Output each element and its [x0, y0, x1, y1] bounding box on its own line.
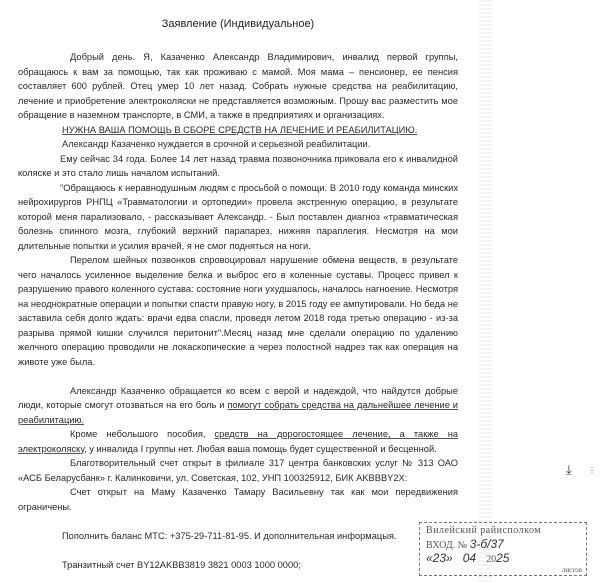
- paragraph-age: Ему сейчас 34 года. Более 14 лет назад травма позвоночника приковала его к инвалидной коляске и это стало лишь началом испытаний.: [18, 153, 458, 178]
- benefits-text-end: , у инвалида I группы нет. Любая ваша помощь будет существенной и бесценной.: [84, 443, 437, 454]
- benefits-underlined: средств на дорогостоящее лечение, а также на электроколяску: [18, 429, 459, 454]
- appeal-text: Александр Казаченко обращается ко всем с верой и надеждой, что найдутся добрые люди, которые смогут отозваться на его боль и: [18, 385, 458, 410]
- download-icon[interactable]: ⤓: [566, 462, 572, 477]
- stamp-year-suffix: 25: [496, 551, 510, 565]
- paragraph-quote: "Обращаюсь к неравнодушным людям с просьбой о помощи. В 2010 году команда минских нейрохирургов РНПЦ «Травматологии и ортопедии» провела экстренную операцию, в результате которой меня парализовало, - рассказывает Александр. - Был поставлен диагноз «травматическая болезнь спинного мозга, глубокий верхний парапарез, нижняя параплегия. Несмотря на мои длительные попытки и усилия врачей, я не смог подняться на ноги.: [18, 182, 458, 251]
- paragraph-account-holder: Счет открыт на Маму Казаченко Тамару Васильевну так как мои передвижения ограничены.: [18, 487, 458, 512]
- appeal-underlined: помогут собрать средства на дальнейшее лечение и реабилитацию.: [18, 400, 458, 425]
- benefits-text: Кроме небольшого пособия,: [70, 429, 215, 439]
- paragraph-intro: Добрый день. Я, Казаченко Александр Владимирович, инвалид первой группы, обращаюсь к вам за помощью, так как проживаю с мамой. Моя мама – пенсионер, ее пенсия составляет 600 рублей. Отец умер 10 лет назад. Собрать нужные средства на реабилитацию, лечение и приобретение электроколяски не представляется возможным. Прошу вас разместить мое обращение в наземном транспорте, в СМИ, а также в предприятиях и организациях.: [18, 52, 458, 120]
- paragraph-need: Александр Казаченко нуждается в срочной и серьезной реабилитации.: [62, 139, 371, 149]
- paragraph-mts: Пополнить баланс МТС: +375-29-711-81-95. И дополнительная информацыя.: [62, 530, 397, 541]
- heading-help: [18, 123, 458, 138]
- heading-text: НУЖНА ВАША ПОМОЩЬ В СБОРЕ СРЕДСТВ НА ЛЕЧЕНИЕ И РЕАБИЛИТАЦИЮ.: [62, 124, 418, 135]
- paragraph-transit-account: Транзитный счет BY12AKBB3819 3821 0003 1000 0000;: [62, 559, 301, 570]
- document-title: Заявление (Индивидуальное): [161, 18, 315, 30]
- registration-stamp: [419, 522, 587, 576]
- stamp-entry-number: 3-б/37: [469, 537, 504, 551]
- paragraph-history: Перелом шейных позвонков спровоцировал нарушение обмена веществ, в результате чего началось усиленное выделение белка и выброс его в коленные суставы. Процесс привел к разрушению правого коленного сустава: состояние ноги ухудшалось, началось нагноение. Несмотря на неоднократные операции и попытки спасти правую ногу, в 2015 году ее ампутировали. Но беда не заставила себя долго ждать: врачи едва спасли, проведя летом 2018 года третью операцию - из-за разрыва прямой кишки случился перитонит".Месяц назад мне сделали операцию по удалению желчного операцию проводили не локаскопические а через полостной надрез так как операция на животе уже была.: [18, 255, 458, 367]
- stamp-month: 04: [462, 551, 477, 565]
- stamp-year-prefix: 20: [486, 554, 497, 565]
- paragraph-bank: Благотворительный счет открыт в филиале 317 центра банковских услуг № 313 ОАО «АСБ Беларусбанк» г. Калинковичи, ул. Советская, 102, УНП 100325912, БИК AKBBBY2X:: [18, 458, 458, 483]
- paragraph-benefits: [18, 427, 458, 456]
- stamp-entry-label: ВХОД. №: [426, 540, 468, 551]
- scan-edge: [478, 0, 492, 582]
- stamp-sheets-label: листов: [561, 566, 582, 574]
- more-vertical-icon[interactable]: ⋮: [588, 466, 596, 475]
- paragraph-appeal: [18, 384, 458, 428]
- stamp-day: «23»: [426, 551, 453, 565]
- stamp-org: Вилейский райисполком: [426, 525, 542, 536]
